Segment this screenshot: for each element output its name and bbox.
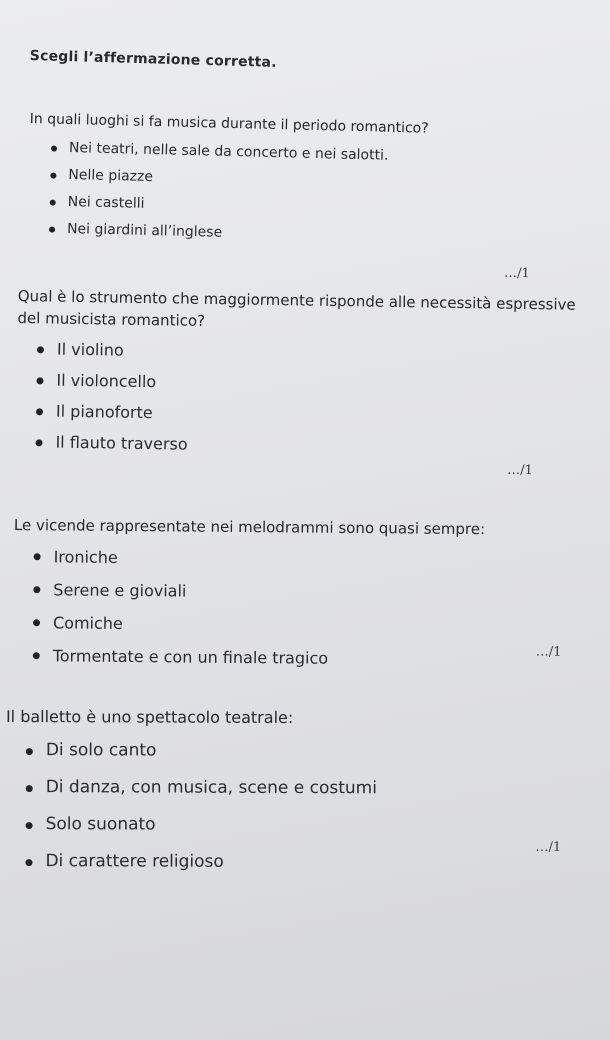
question-text: Il balletto è uno spettacolo teatrale: (5, 707, 294, 728)
score-field[interactable]: …/1 (535, 644, 562, 660)
bullet-icon (26, 748, 33, 755)
bullet-icon (37, 346, 44, 353)
bullet-icon (26, 822, 33, 829)
option-label: Di danza, con musica, scene e costumi (45, 777, 378, 799)
option-item[interactable] (6, 732, 566, 771)
option-label: Nelle piazze (68, 166, 154, 186)
bullet-icon (50, 173, 56, 179)
question-text: In quali luoghi si fa musica durante il periodo romantico? (29, 110, 429, 137)
option-item[interactable] (5, 843, 565, 882)
option-label: Di carattere religioso (45, 851, 224, 872)
bullet-icon (33, 652, 40, 659)
bullet-icon (34, 553, 41, 560)
option-label: Solo suonato (45, 814, 156, 835)
option-label: Il violino (56, 339, 124, 360)
question-text: Le vicende rappresentate nei melodrammi sono quasi sempre: (13, 515, 486, 539)
option-label: Il pianoforte (55, 401, 153, 423)
score-field[interactable]: …/1 (507, 462, 533, 479)
score-field[interactable]: …/1 (535, 839, 562, 855)
option-item[interactable] (13, 540, 573, 578)
option-item[interactable] (13, 639, 573, 677)
bullet-icon (49, 227, 55, 233)
score-field[interactable]: …/1 (503, 265, 530, 282)
bullet-icon (35, 439, 42, 446)
option-item[interactable] (13, 606, 573, 644)
option-list (15, 333, 577, 466)
option-label: Nei giardini all’inglese (66, 220, 223, 241)
bullet-icon (25, 859, 32, 866)
option-list (5, 732, 566, 882)
bullet-icon (36, 408, 43, 415)
question-2 (15, 285, 578, 479)
bullet-icon (26, 785, 33, 792)
option-label: Ironiche (53, 547, 118, 567)
bullet-icon (51, 146, 57, 152)
question-text: Qual è lo strumento che maggiormente risponde alle necessità espressive del musicista romantico? (17, 286, 576, 330)
option-item[interactable] (6, 769, 566, 808)
bullet-icon (33, 586, 40, 593)
instruction-heading: Scegli l’affermazione corretta. (29, 48, 277, 71)
bullet-icon (50, 200, 56, 206)
question-3 (13, 514, 574, 677)
option-label: Comiche (52, 613, 123, 633)
option-list (27, 134, 589, 256)
question-4 (5, 706, 566, 882)
option-label: Serene e gioviali (53, 580, 187, 601)
option-list (13, 540, 574, 677)
option-label: Nei teatri, nelle sale da concerto e nei salotti. (68, 139, 389, 164)
option-label: Di solo canto (45, 740, 157, 761)
option-label: Nei castelli (67, 193, 145, 212)
option-label: Tormentate e con un finale tragico (52, 646, 329, 668)
option-label: Il flauto traverso (55, 432, 188, 454)
bullet-icon (36, 377, 43, 384)
question-1 (27, 108, 590, 282)
option-label: Il violoncello (56, 370, 157, 392)
bullet-icon (33, 619, 40, 626)
option-item[interactable] (13, 573, 573, 611)
option-item[interactable] (6, 806, 566, 845)
